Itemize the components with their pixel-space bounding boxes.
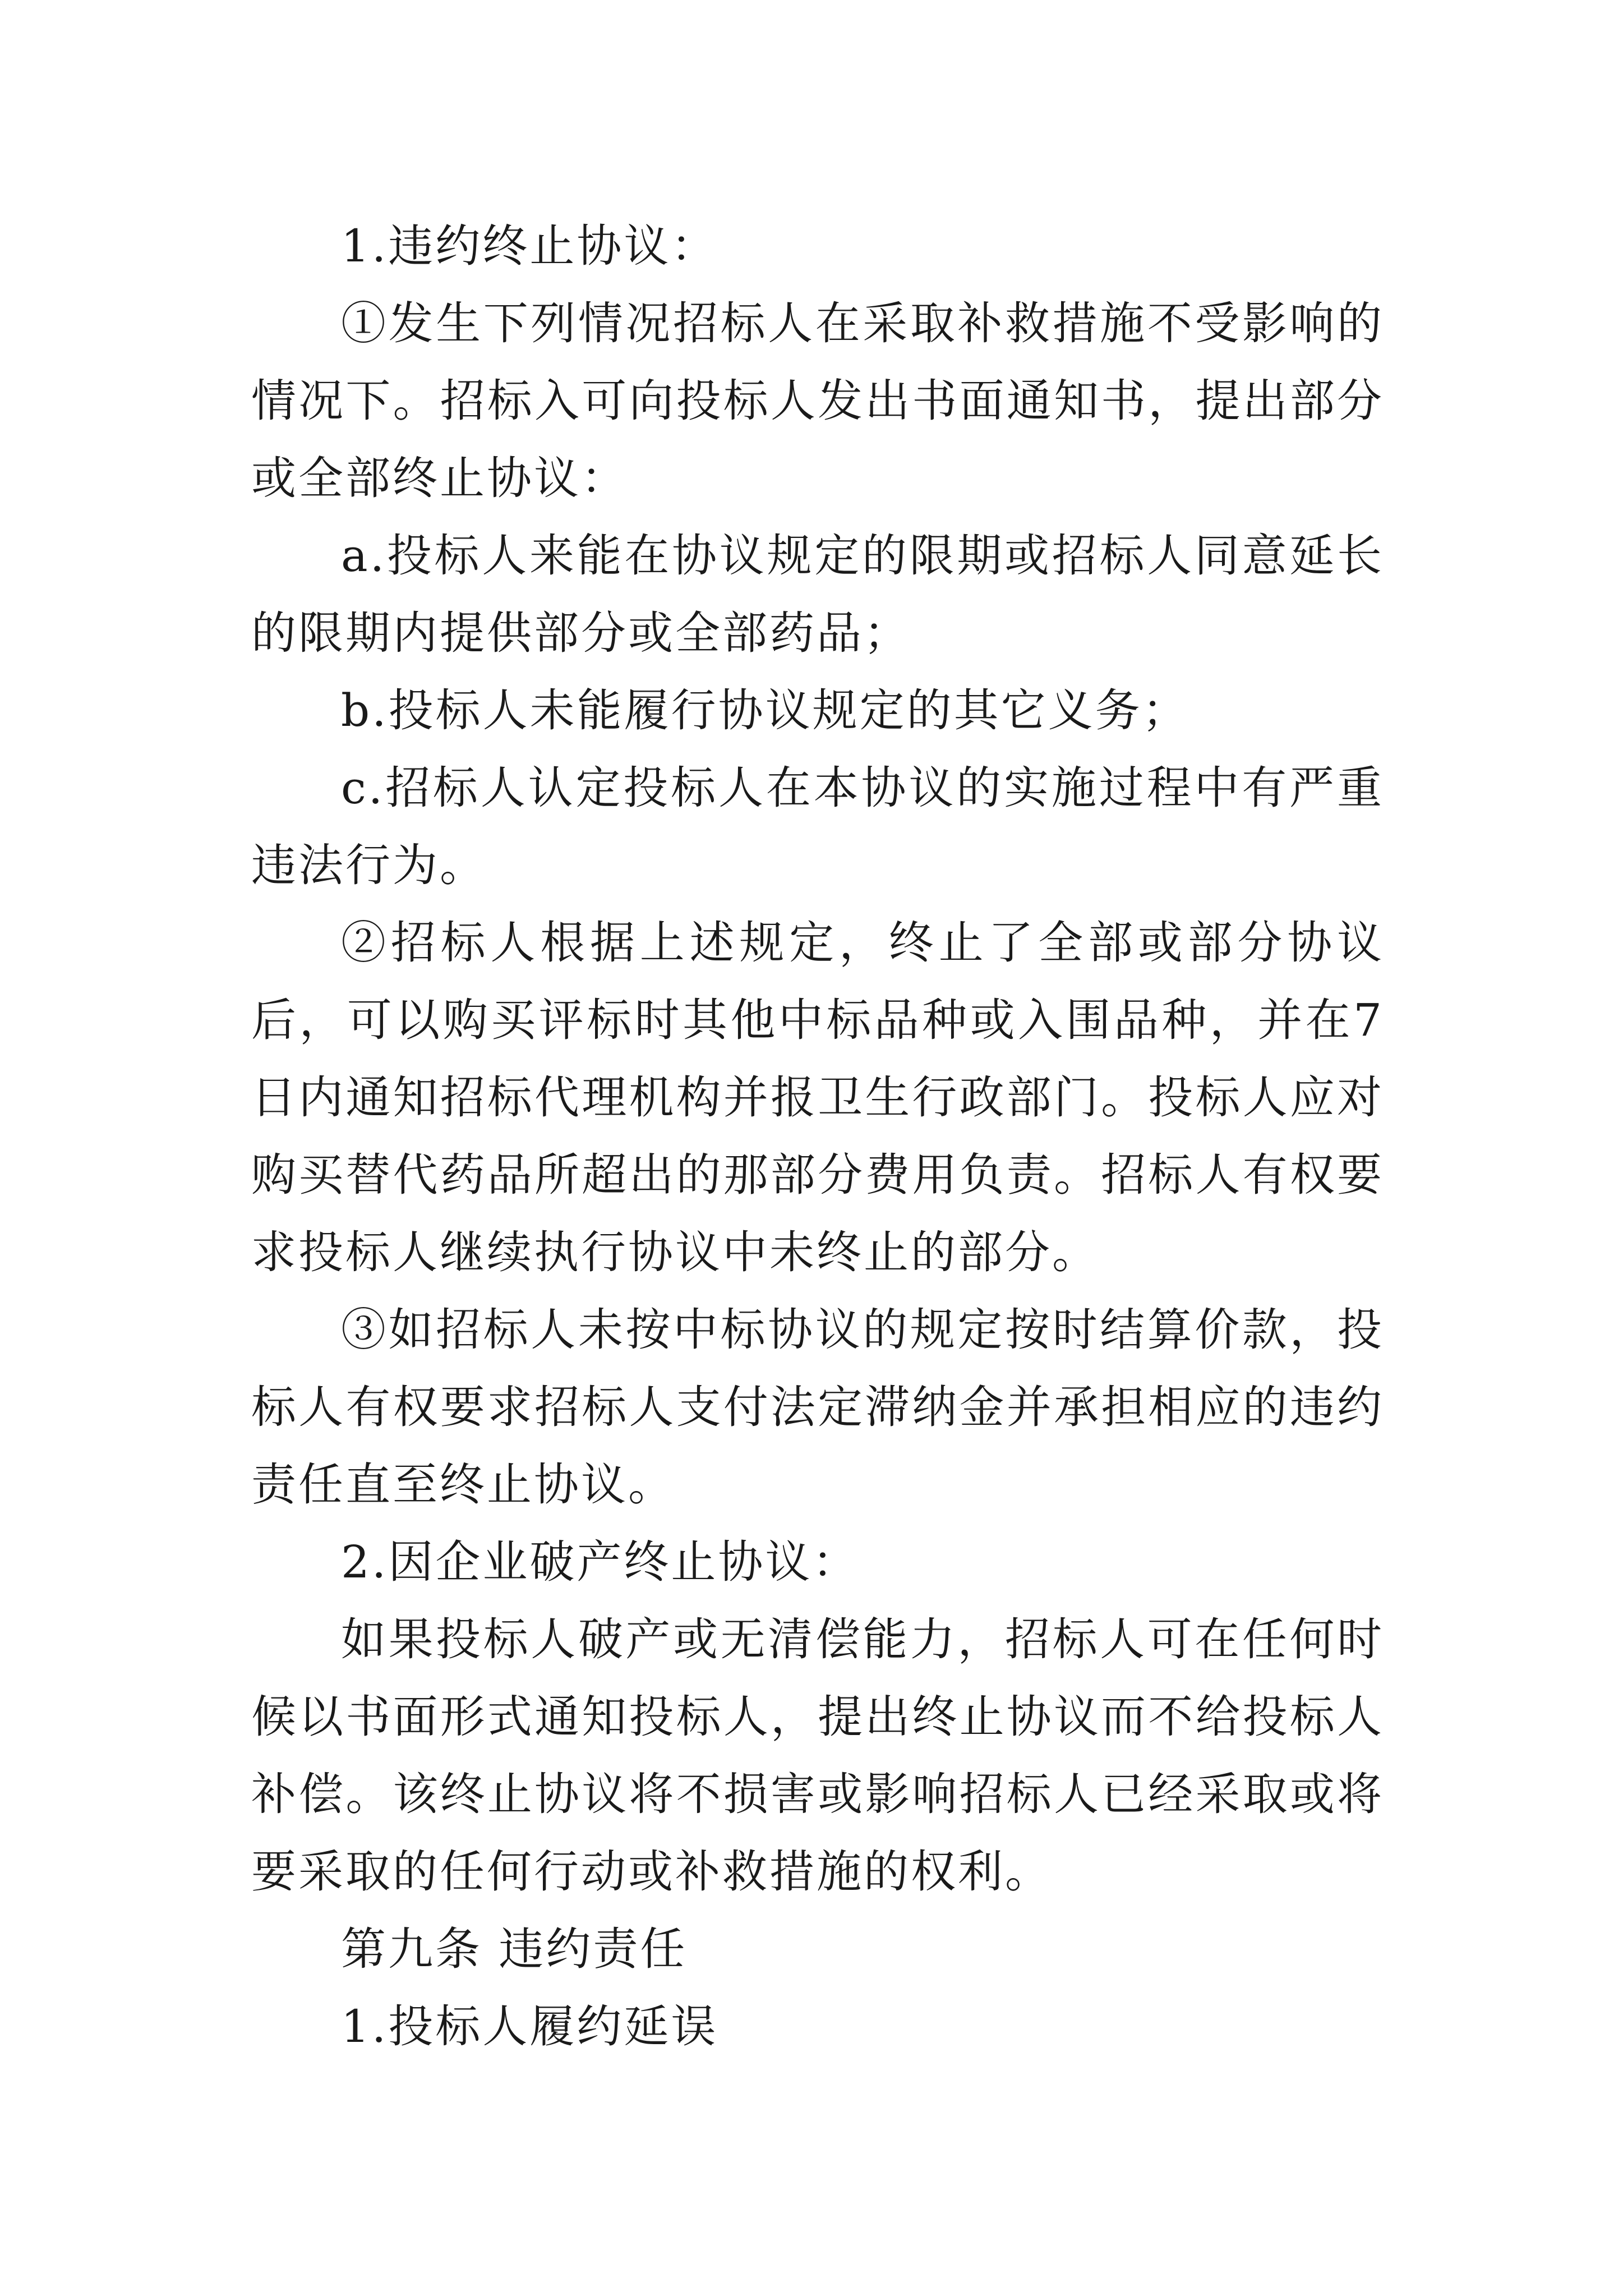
paragraph-item-b: b.投标人未能履行协议规定的其它义务； <box>341 684 1189 737</box>
paragraph-bankruptcy-heading: 2.因企业破产终止协议： <box>341 1536 860 1588</box>
paragraph-clause-1: ①发生下列情况招标人在采取补救措施不受影响的情况下。招标入可向投标人发出书面通知书，提出部分或全部终止协议： <box>251 297 1384 504</box>
paragraph-delay-heading: 1.投标人履约延误 <box>341 2000 718 2053</box>
paragraph-bankruptcy-body: 如果投标人破产或无清偿能力，招标人可在任何时候以书面形式通知投标人，提出终止协议而不给投标人补偿。该终止协议将不损害或影响招标人已经采取或将要采取的任何行动或补救措施的权利。 <box>251 1613 1384 1898</box>
paragraph-clause-3: ③如招标人未按中标协议的规定按时结算价款，投标人有权要求招标人支付法定滞纳金并承担相应的违约责任直至终止协议。 <box>251 1304 1384 1511</box>
paragraph-termination-heading: 1.违约终止协议： <box>341 220 718 272</box>
paragraph-item-a: a.投标人来能在协议规定的限期或招标人同意延长的限期内提供部分或全部药品； <box>251 530 1384 659</box>
paragraph-item-c: c.招标人认定投标人在本协议的实施过程中有严重违法行为。 <box>251 762 1384 891</box>
paragraph-clause-2: ②招标人根据上述规定，终止了全部或部分协议后，可以购买评标时其他中标品种或入围品种，并在7日内通知招标代理机构并报卫生行政部门。投标人应对购买替代药品所超出的那部分费用负责。招标人有权要求投标人继续执行协议中未终止的部分。 <box>251 917 1384 1278</box>
document-page <box>251 208 1384 2065</box>
paragraph-article-9-title: 第九条 违约责任 <box>341 1923 688 1975</box>
